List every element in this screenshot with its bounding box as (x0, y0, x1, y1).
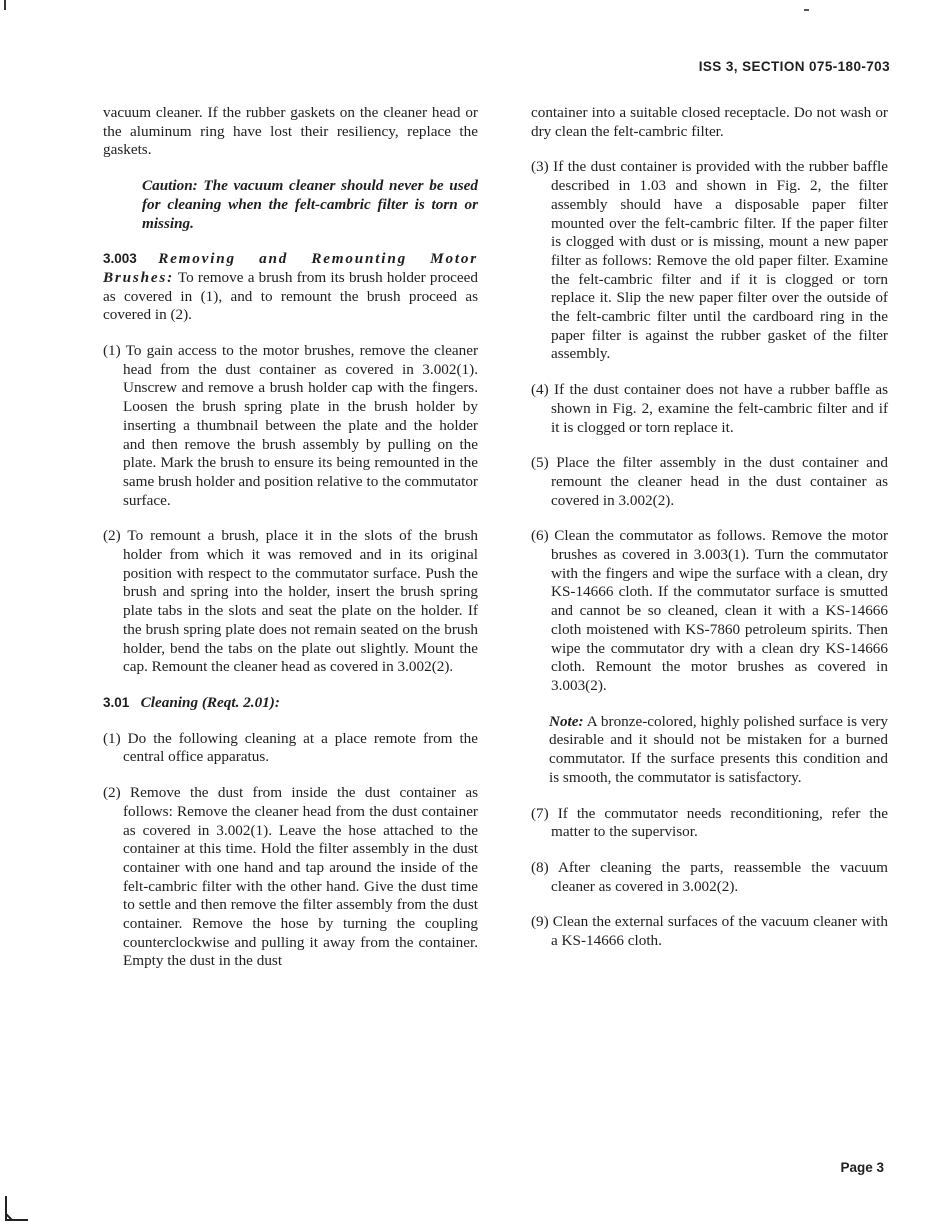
section-301 (103, 694, 478, 713)
caution-paragraph (142, 177, 478, 233)
section-3003 (103, 250, 478, 325)
section-301-number: 3.01 (103, 694, 130, 710)
continued-paragraph: container into a suitable closed receptacle. Do not wash or dry clean the felt-cambric filter. (531, 104, 888, 140)
section-301-item-6: (6) Clean the commutator as follows. Remove the motor brushes as covered in 3.003(1). Turn the commutator with the fingers and wipe the surface with a clean, dry KS-14666 cloth. If the commutator surface is smutted and cannot be so cleaned, clean it with a KS-14666 cloth moistened with KS-7860 petroleum spirits. Then wipe the commutator dry with a clean dry KS-14666 cloth. Remount the motor brushes as covered in 3.003(2). (531, 527, 888, 694)
section-3003-item-2: (2) To remount a brush, place it in the slots of the brush holder from which it was removed and in its original position with respect to the commutator surface. Push the brush and spring into the holder, insert the brush spring plate tabs in the slots and seat the plate on the holder. If the brush spring plate does not remain seated on the brush holder, bend the tabs on the plate out slightly. Mount the cap. Remount the cleaner head as covered in 3.002(2). (103, 527, 478, 676)
section-301-item-4: (4) If the dust container does not have a rubber baffle as shown in Fig. 2, examine the felt-cambric filter and if it is clogged or torn replace it. (531, 381, 888, 436)
scan-mark-dot (804, 9, 809, 11)
section-301-item-7: (7) If the commutator needs reconditioning, refer the matter to the supervisor. (531, 804, 888, 841)
note-text: A bronze-colored, highly polished surface is very desirable and it should not be mistaken for a burned commutator. If the surface presents this condition and is smooth, the commutator is satisfactory. (549, 712, 888, 786)
section-3003-title: Removing and Remounting Motor Brushes: (103, 250, 478, 286)
section-301-item-9: (9) Clean the external surfaces of the vacuum cleaner with a KS-14666 cloth. (531, 913, 888, 950)
note-paragraph (549, 713, 888, 788)
section-301-item-3: (3) If the dust container is provided with the rubber baffle described in 1.03 and shown in Fig. 2, the filter assembly should have a disposable paper filter mounted over the felt-cambric filter. If the paper filter is clogged with dust or is missing, mount a new paper filter as follows: Remove the old paper filter. Examine the felt-cambric filter and if it is clogged or torn replace it. Slip the new paper filter over the outside of the felt-cambric filter until the cardboard ring in the paper filter is against the rubber gasket of the filter assembly. (531, 158, 888, 363)
section-301-title: Cleaning (Reqt. 2.01): (140, 693, 280, 711)
scan-mark-top (4, 0, 6, 10)
right-column (531, 104, 888, 968)
page-number: Page 3 (840, 1160, 884, 1175)
section-301-item-2: (2) Remove the dust from inside the dust container as follows: Remove the cleaner head from the dust container as covered in 3.002(1). Leave the hose attached to the container at this time. Hold the filter assembly in the dust container with one hand and tap around the inside of the felt-cambric filter with the other hand. Give the dust time to settle and then remove the filter assembly from the dust container. Remove the hose by turning the coupling counterclockwise and pulling it away from the container. Empty the dust in the dust (103, 784, 478, 970)
section-3003-text: To remove a brush from its brush holder proceed as covered in (1), and to remount the brush proceed as covered in (2). (103, 268, 478, 324)
section-301-item-8: (8) After cleaning the parts, reassemble the vacuum cleaner as covered in 3.002(2). (531, 858, 888, 895)
section-301-item-5: (5) Place the filter assembly in the dust container and remount the cleaner head in the dust container as covered in 3.002(2). (531, 454, 888, 509)
corner-bracket-icon (4, 1196, 28, 1222)
section-3003-number: 3.003 (103, 251, 137, 267)
section-3003-item-1: (1) To gain access to the motor brushes, remove the cleaner head from the dust container as covered in 3.002(1). Unscrew and remove a brush holder cap with the fingers. Loosen the brush spring plate in the brush holder by inserting a thumbnail between the plate and the holder and then remove the brush assembly by pulling on the plate. Mark the brush to ensure its being remounted in the same brush holder and position relative to the commutator surface. (103, 342, 478, 509)
caution-label: Caution: (142, 177, 198, 195)
note-label: Note: (549, 712, 584, 730)
page-header: ISS 3, SECTION 075-180-703 (698, 59, 890, 74)
intro-paragraph: vacuum cleaner. If the rubber gaskets on the cleaner head or the aluminum ring have lost their resiliency, replace the gaskets. (103, 104, 478, 159)
caution-text: The vacuum cleaner should never be used for cleaning when the felt-cambric filter is torn or missing. (142, 177, 478, 232)
left-column (103, 104, 478, 988)
section-301-item-1: (1) Do the following cleaning at a place remote from the central office apparatus. (103, 729, 478, 766)
